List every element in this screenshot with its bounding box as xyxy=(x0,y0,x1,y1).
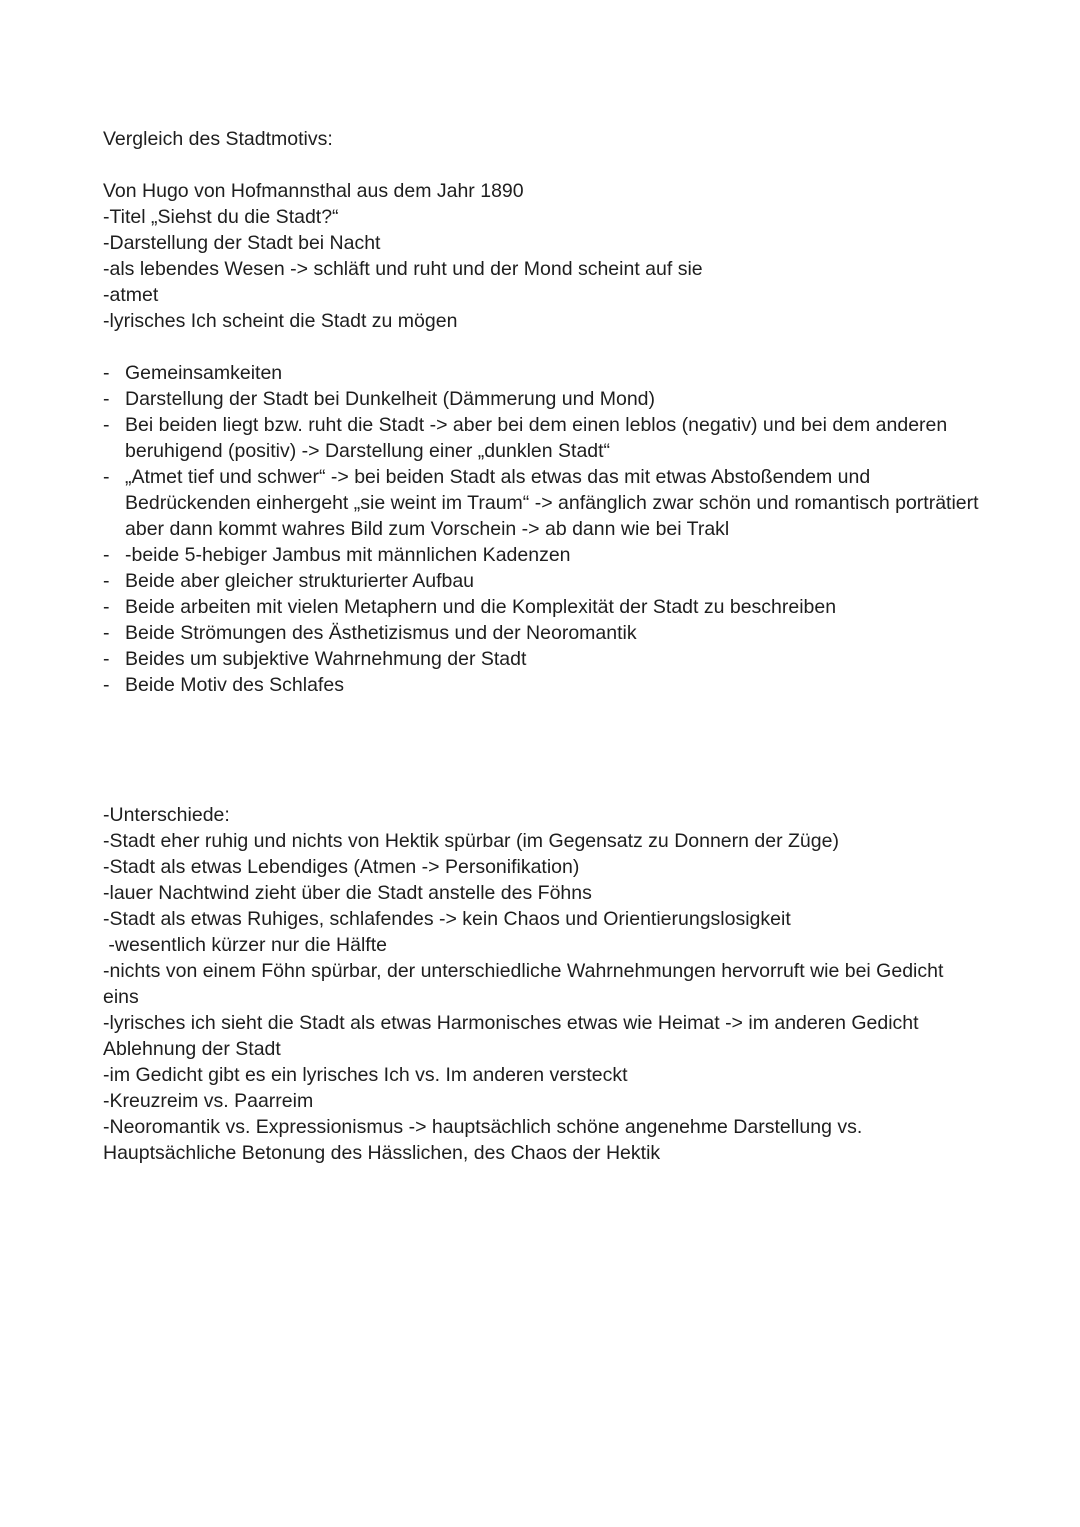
differences-line: -wesentlich kürzer nur die Hälfte xyxy=(103,934,387,956)
intro-line: -Darstellung der Stadt bei Nacht xyxy=(103,232,381,254)
spacer xyxy=(103,152,983,178)
bullet-dash: - xyxy=(103,596,110,618)
bullet-dash: - xyxy=(103,414,110,436)
list-item-text: Beides um subjektive Wahrnehmung der Stadt xyxy=(125,648,527,670)
list-item-text: -beide 5-hebiger Jambus mit männlichen Kadenzen xyxy=(125,544,571,566)
intro-line: -als lebendes Wesen -> schläft und ruht und der Mond scheint auf sie xyxy=(103,258,703,280)
document-page xyxy=(103,126,983,1166)
bullet-dash: - xyxy=(103,544,110,566)
bullet-dash: - xyxy=(103,388,110,410)
bullet-dash: - xyxy=(103,570,110,592)
differences-line: -im Gedicht gibt es ein lyrisches Ich vs. Im anderen versteckt xyxy=(103,1064,628,1086)
bullet-dash: - xyxy=(103,648,110,670)
bullet-dash: - xyxy=(103,466,110,488)
list-item xyxy=(103,464,983,542)
differences-line: -Neoromantik vs. Expressionismus -> hauptsächlich schöne angenehme Darstellung vs. Hauptsächliche Betonung des Hässlichen, des Chaos der Hektik xyxy=(103,1116,868,1164)
list-item-text: Bei beiden liegt bzw. ruht die Stadt -> aber bei dem einen leblos (negativ) und bei dem anderen beruhigend (positiv) -> Darstellung einer „dunklen Stadt“ xyxy=(125,414,948,462)
intro-line: -atmet xyxy=(103,284,159,306)
differences-line: -Kreuzreim vs. Paarreim xyxy=(103,1090,314,1112)
differences-line: -lauer Nachtwind zieht über die Stadt anstelle des Föhns xyxy=(103,882,592,904)
list-item-text: Darstellung der Stadt bei Dunkelheit (Dämmerung und Mond) xyxy=(125,388,656,410)
list-item xyxy=(103,360,983,386)
differences-section xyxy=(103,802,983,1166)
list-item xyxy=(103,620,983,646)
intro-line: -Titel „Siehst du die Stadt?“ xyxy=(103,206,339,228)
list-item xyxy=(103,672,983,698)
list-item xyxy=(103,386,983,412)
differences-line: -Unterschiede: xyxy=(103,804,230,826)
list-item-text: Beide Motiv des Schlafes xyxy=(125,674,344,696)
differences-line: -lyrisches ich sieht die Stadt als etwas Harmonisches etwas wie Heimat -> im anderen Gedicht Ablehnung der Stadt xyxy=(103,1012,923,1060)
intro-section xyxy=(103,178,983,334)
list-item xyxy=(103,412,983,464)
similarities-list xyxy=(103,360,983,698)
differences-line: -nichts von einem Föhn spürbar, der unterschiedliche Wahrnehmungen hervorruft wie bei Gedicht eins xyxy=(103,960,949,1008)
intro-line: Von Hugo von Hofmannsthal aus dem Jahr 1890 xyxy=(103,180,524,202)
bullet-dash: - xyxy=(103,674,110,696)
list-item-text: Beide arbeiten mit vielen Metaphern und die Komplexität der Stadt zu beschreiben xyxy=(125,596,837,618)
differences-line: -Stadt als etwas Lebendiges (Atmen -> Personifikation) xyxy=(103,856,580,878)
list-item-text: Beide Strömungen des Ästhetizismus und der Neoromantik xyxy=(125,622,637,644)
list-item xyxy=(103,646,983,672)
list-item xyxy=(103,594,983,620)
bullet-dash: - xyxy=(103,622,110,644)
differences-line: -Stadt eher ruhig und nichts von Hektik spürbar (im Gegensatz zu Donnern der Züge) xyxy=(103,830,839,852)
spacer xyxy=(103,334,983,360)
document-title: Vergleich des Stadtmotivs: xyxy=(103,128,333,150)
list-item-text: Gemeinsamkeiten xyxy=(125,362,283,384)
spacer xyxy=(103,698,983,802)
intro-line: -lyrisches Ich scheint die Stadt zu mögen xyxy=(103,310,458,332)
list-item xyxy=(103,568,983,594)
differences-line: -Stadt als etwas Ruhiges, schlafendes -> kein Chaos und Orientierungslosigkeit xyxy=(103,908,791,930)
list-item-text: Beide aber gleicher strukturierter Aufbau xyxy=(125,570,475,592)
list-item-text: „Atmet tief und schwer“ -> bei beiden Stadt als etwas das mit etwas Abstoßendem und Bedrückenden einhergeht „sie weint im Traum“ -> anfänglich zwar schön und romantisch porträtiert aber dann kommt wahres Bild zum Vorschein -> ab dann wie bei Trakl xyxy=(125,466,979,540)
bullet-dash: - xyxy=(103,362,110,384)
list-item xyxy=(103,542,983,568)
